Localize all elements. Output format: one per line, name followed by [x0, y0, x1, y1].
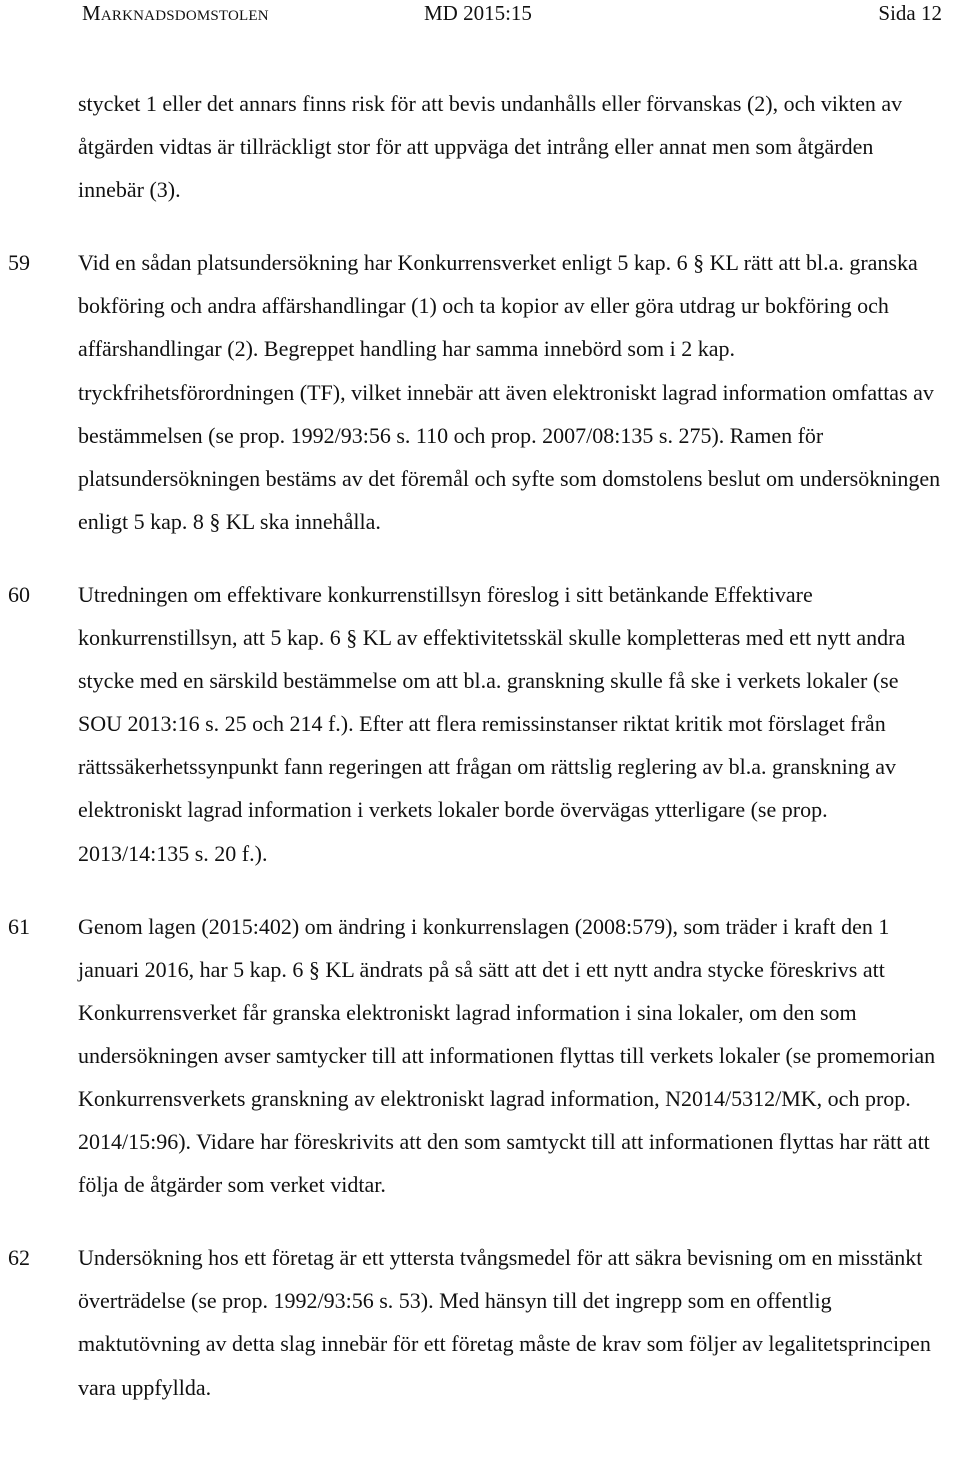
paragraph-text: Vid en sådan platsundersökning har Konkurrensverket enligt 5 kap. 6 § KL rätt att bl.a. granska bokföring och andra affärshandlingar (1) och ta kopior av eller göra utdrag ur bokföring och affärshandlingar (2). Begreppet handling har samma innebörd som i 2 kap. tryckfrihetsförordningen (TF), vilket innebär att även elektroniskt lagrad information omfattas av bestämmelsen (se prop. 1992/93:56 s. 110 och prop. 2007/08:135 s. 275). Ramen för platsundersökningen bestäms av det föremål och syfte som domstolens beslut om undersökningen enligt 5 kap. 8 § KL ska innehålla.: [78, 250, 941, 534]
paragraph-continued: [0, 82, 960, 211]
paragraph-62: [0, 1236, 960, 1408]
paragraph-text: Genom lagen (2015:402) om ändring i konkurrenslagen (2008:579), som träder i kraft den 1 januari 2016, har 5 kap. 6 § KL ändrats på så sätt att det i ett nytt andra stycke föreskrivs att Konkurrensverket får granska elektroniskt lagrad information i sina lokaler, om den som undersökningen avser samtycker till att informationen flyttas till verkets lokaler (se promemorian Konkurrensverkets granskning av elektroniskt lagrad information, N2014/5312/MK, och prop. 2014/15:96). Vidare har föreskrivits att den som samtyckt till att informationen flyttas har rätt att följa de åtgärder som verket vidtar.: [78, 913, 936, 1198]
paragraph-text: Utredningen om effektivare konkurrenstillsyn föreslog i sitt betänkande Effektivare konkurrenstillsyn, att 5 kap. 6 § KL av effektivitetsskäl skulle kompletteras med ett nytt andra stycke med en särskild bestämmelse om att bl.a. granskning skulle få ske i verkets lokaler (se SOU 2013:16 s. 25 och 214 f.). Efter att flera remissinstanser riktat kritik mot förslaget från rättssäkerhetssynpunkt fann regeringen att frågan om rättslig reglering av bl.a. granskning av elektroniskt lagrad information i verkets lokaler borde övervägas ytterligare (se prop. 2013/14:135 s. 20 f.).: [78, 581, 906, 866]
paragraph-text: stycket 1 eller det annars finns risk för att bevis undanhålls eller förvanskas (2), och vikten av åtgärden vidtas är tillräckligt stor för att uppväga det intrång eller annat men som åtgärden innebär (3).: [78, 91, 903, 203]
paragraph-number: 61: [8, 913, 30, 939]
paragraph-number: 59: [8, 250, 30, 276]
case-number: MD 2015:15: [424, 1, 532, 25]
page-number: Sida 12: [878, 1, 942, 25]
court-name: Marknadsdomstolen: [82, 1, 269, 25]
paragraph-number: 60: [8, 581, 30, 607]
paragraph-61: [0, 905, 960, 1207]
page-header: [0, 0, 960, 28]
paragraph-59: [0, 241, 960, 543]
document-body: [0, 82, 960, 1409]
paragraph-text: Undersökning hos ett företag är ett yttersta tvångsmedel för att säkra bevisning om en misstänkt överträdelse (se prop. 1992/93:56 s. 53). Med hänsyn till det ingrepp som en offentlig maktutövning av detta slag innebär för ett företag måste de krav som följer av legalitetsprincipen vara uppfyllda.: [78, 1245, 931, 1400]
paragraph-number: 62: [8, 1245, 30, 1271]
paragraph-60: [0, 573, 960, 875]
